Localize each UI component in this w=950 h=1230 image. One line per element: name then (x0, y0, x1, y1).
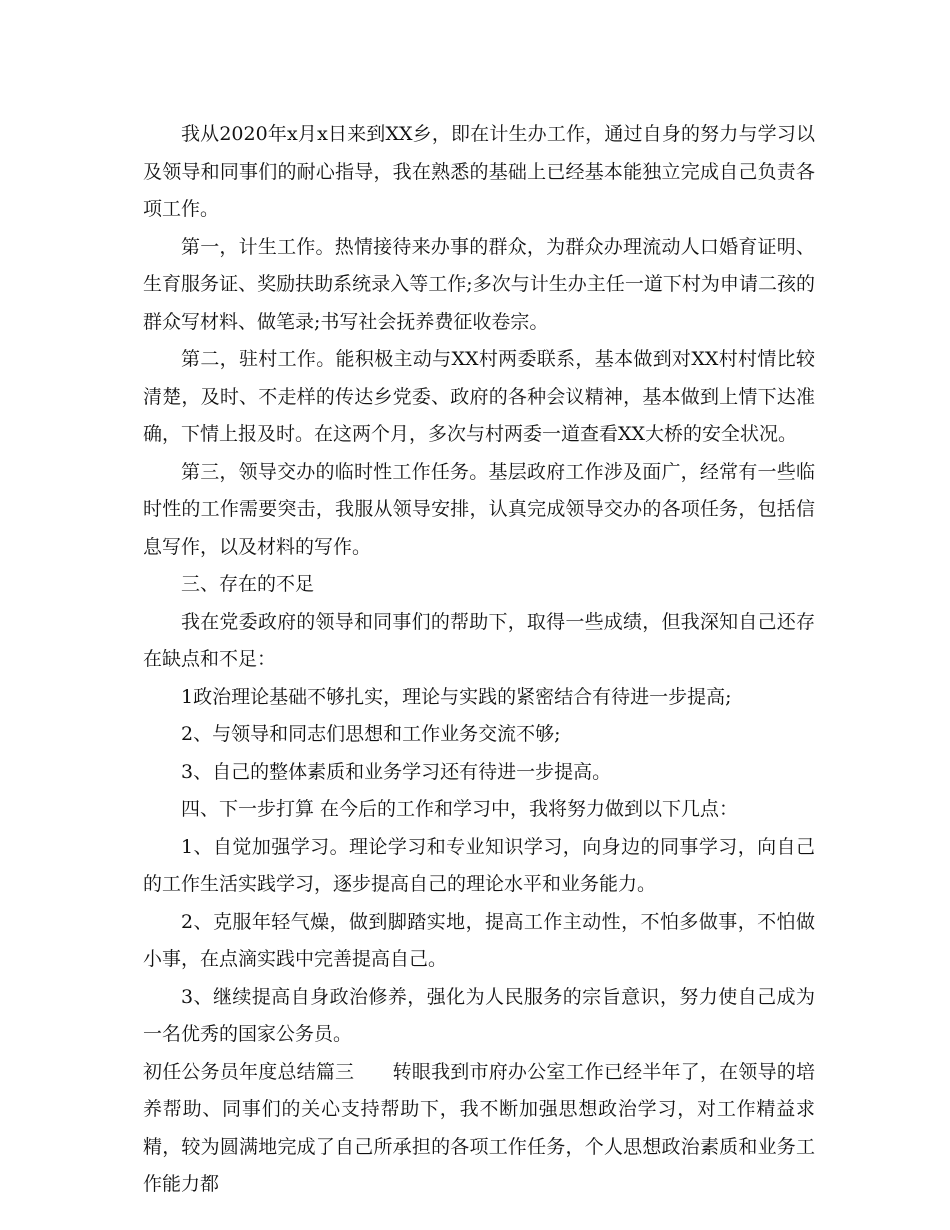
list-item-shortcoming-3: 3、自己的整体素质和业务学习还有待进一步提高。 (181, 760, 612, 783)
document-body (143, 116, 815, 1204)
section-heading-next-plan: 四、下一步打算 在今后的工作和学习中，我将努力做到以下几点： (181, 798, 739, 820)
list-item-plan-3: 3、继续提高自身政治修养，强化为人民服务的宗旨意识，努力使自己成为一名优秀的国家公务员。 (143, 985, 815, 1045)
list-item-shortcoming-2: 2、与领导和同志们思想和工作业务交流不够; (181, 723, 561, 745)
list-item-shortcoming-1: 1政治理论基础不够扎实，理论与实践的紧密结合有待进一步提高; (181, 685, 732, 708)
list-item-plan-1: 1、自觉加强学习。理论学习和专业知识学习，向身边的同事学习，向自己的工作生活实践学习，逐步提高自己的理论水平和业务能力。 (143, 835, 815, 895)
paragraph-village-work: 第二，驻村工作。能积极主动与XX村两委联系，基本做到对XX村村情比较清楚，及时、不走样的传达乡党委、政府的各种会议精神，基本做到上情下达准确，下情上报及时。在这两个月，多次与村两委一道查看XX大桥的安全状况。 (143, 348, 815, 445)
paragraph-part-three: 初任公务员年度总结篇三 转眼我到市府办公室工作已经半年了，在领导的培养帮助、同事们的关心支持帮助下，我不断加强思想政治学习，对工作精益求精，较为圆满地完成了自己所承担的各项工作任务，个人思想政治素质和业务工作能力都 (143, 1060, 815, 1195)
paragraph-shortcomings-intro: 我在党委政府的领导和同事们的帮助下，取得一些成绩，但我深知自己还存在缺点和不足： (143, 610, 815, 670)
paragraph-family-planning-work: 第一，计生工作。热情接待来办事的群众，为群众办理流动人口婚育证明、生育服务证、奖励扶助系统录入等工作;多次与计生办主任一道下村为申请二孩的群众写材料、做笔录;书写社会抚养费征收卷宗。 (143, 235, 815, 333)
section-heading-shortcomings: 三、存在的不足 (181, 573, 315, 595)
paragraph-temporary-tasks: 第三，领导交办的临时性工作任务。基层政府工作涉及面广，经常有一些临时性的工作需要突击，我服从领导安排，认真完成领导交办的各项任务，包括信息写作，以及材料的写作。 (143, 460, 815, 558)
paragraph-intro: 我从2020年x月x日来到XX乡，即在计生办工作，通过自身的努力与学习以及领导和同事们的耐心指导，我在熟悉的基础上已经基本能独立完成自己负责各项工作。 (143, 123, 815, 220)
list-item-plan-2: 2、克服年轻气燥，做到脚踏实地，提高工作主动性，不怕多做事，不怕做小事，在点滴实践中完善提高自己。 (143, 910, 815, 970)
